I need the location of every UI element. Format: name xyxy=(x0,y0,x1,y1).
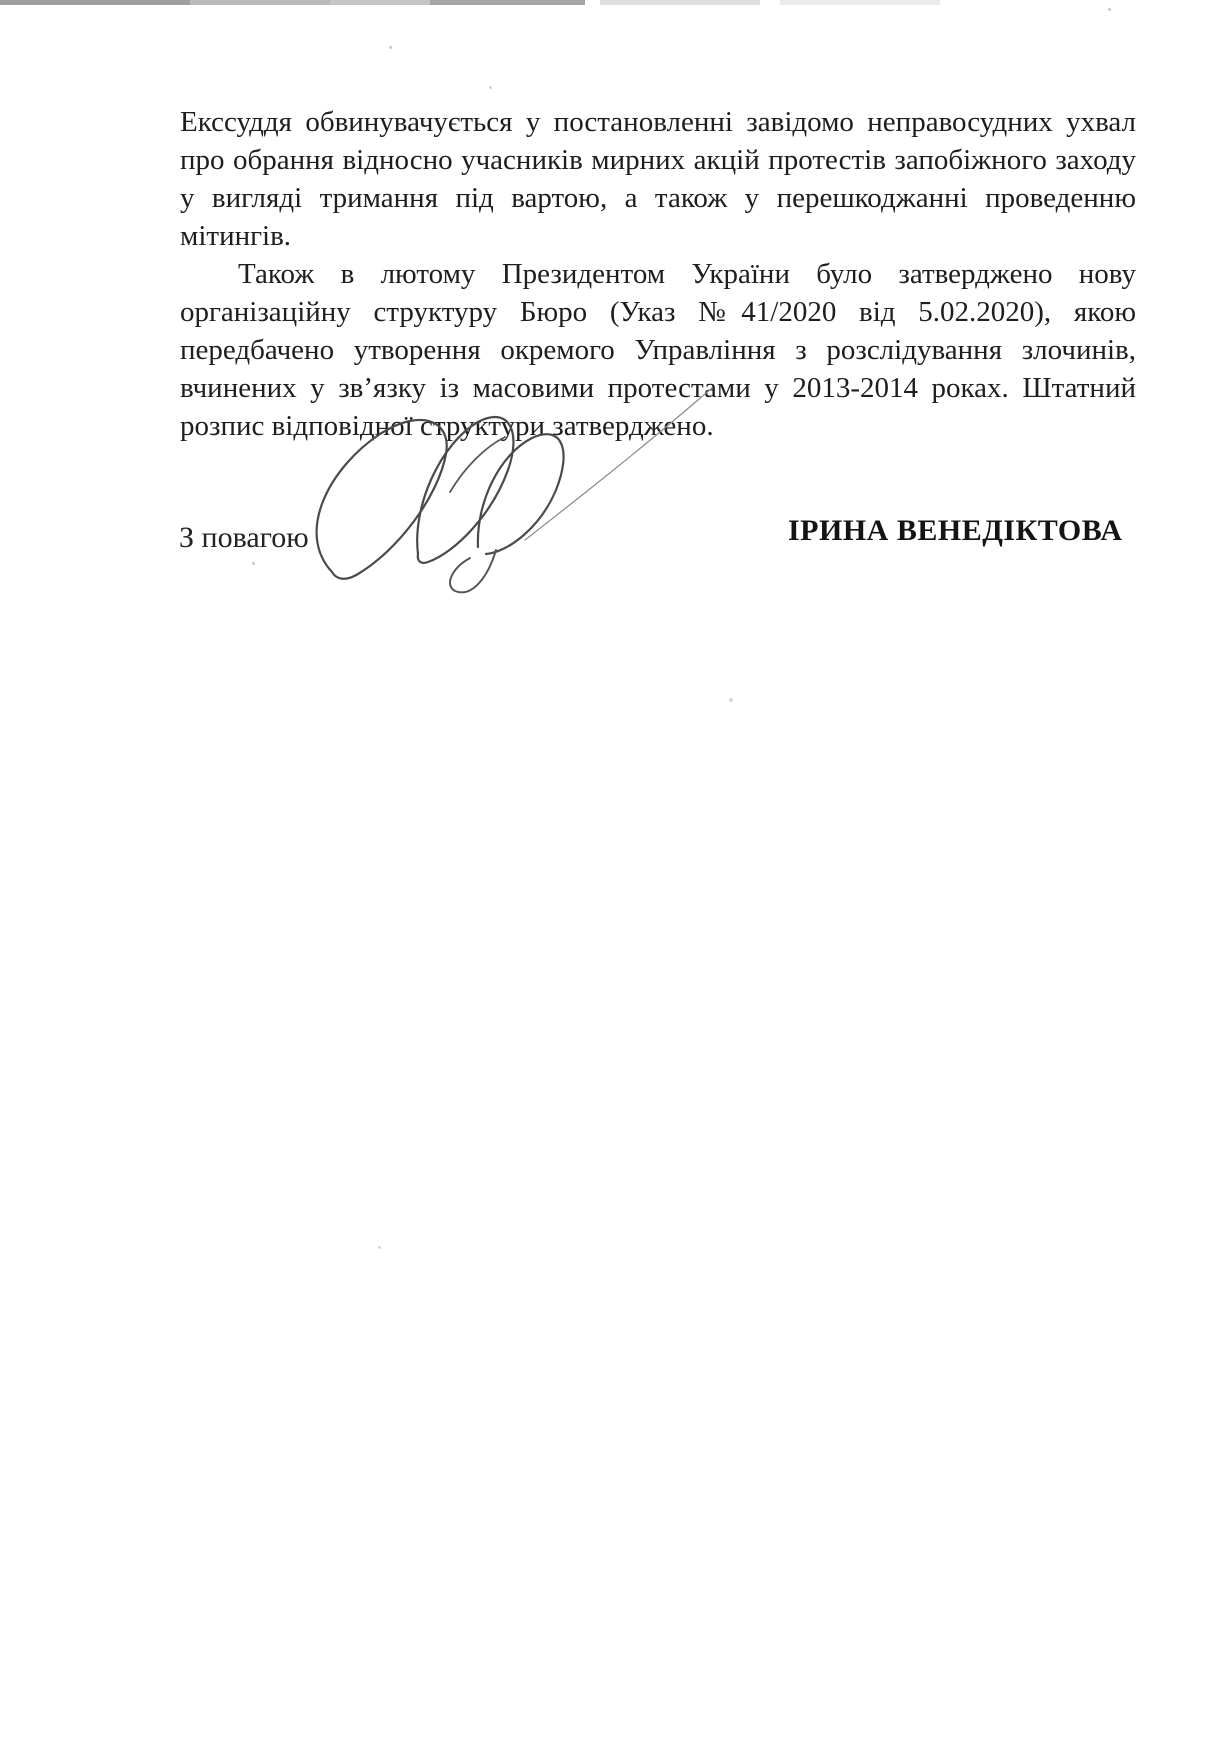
scan-strip-segment xyxy=(780,0,940,5)
scan-speck xyxy=(389,46,392,49)
signature-stroke xyxy=(450,550,496,592)
scan-speck xyxy=(489,86,492,89)
scan-speck xyxy=(1108,8,1111,11)
text-line: передбачено утворення окремого Управління з розслідування злочинів, xyxy=(180,334,1136,366)
text-line: розпис відповідної структури затверджено. xyxy=(180,410,714,442)
scan-speck xyxy=(729,698,733,702)
text-line: Також в лютому Президентом України було затверджено нову xyxy=(238,258,1136,290)
closing-salutation: З повагою xyxy=(179,521,309,554)
signature-stroke xyxy=(478,434,564,554)
signature-stroke xyxy=(417,417,513,563)
scan-speck xyxy=(252,562,255,565)
signature-stroke xyxy=(317,420,447,579)
handwritten-signature-icon xyxy=(300,372,730,604)
scanner-artifact-strip xyxy=(0,0,1232,6)
scan-strip-segment xyxy=(190,0,330,5)
text-line: Екссуддя обвинувачується у постановленні завідомо неправосудних ухвал xyxy=(180,106,1136,138)
paragraph xyxy=(180,103,1136,255)
scan-strip-segment xyxy=(0,0,190,5)
signature-stroke xyxy=(525,388,712,540)
text-line: організаційну структуру Бюро (Указ №41/2020 від 5.02.2020), якою xyxy=(180,296,1136,328)
scan-strip-segment xyxy=(600,0,760,5)
text-line: у вигляді тримання під вартою, а також у перешкоджанні проведенню xyxy=(180,182,1136,214)
text-line: про обрання відносно учасників мирних акцій протестів запобіжного заходу xyxy=(180,144,1136,176)
text-line: вчинених у зв’язку із масовими протестами у 2013-2014 роках. Штатний xyxy=(180,372,1136,404)
scan-speck xyxy=(378,1246,381,1249)
signature-stroke xyxy=(450,437,505,492)
scan-strip-segment xyxy=(430,0,585,5)
text-line: мітингів. xyxy=(180,220,292,252)
scan-strip-segment xyxy=(330,0,430,5)
signer-name: ІРИНА ВЕНЕДІКТОВА xyxy=(788,514,1123,547)
